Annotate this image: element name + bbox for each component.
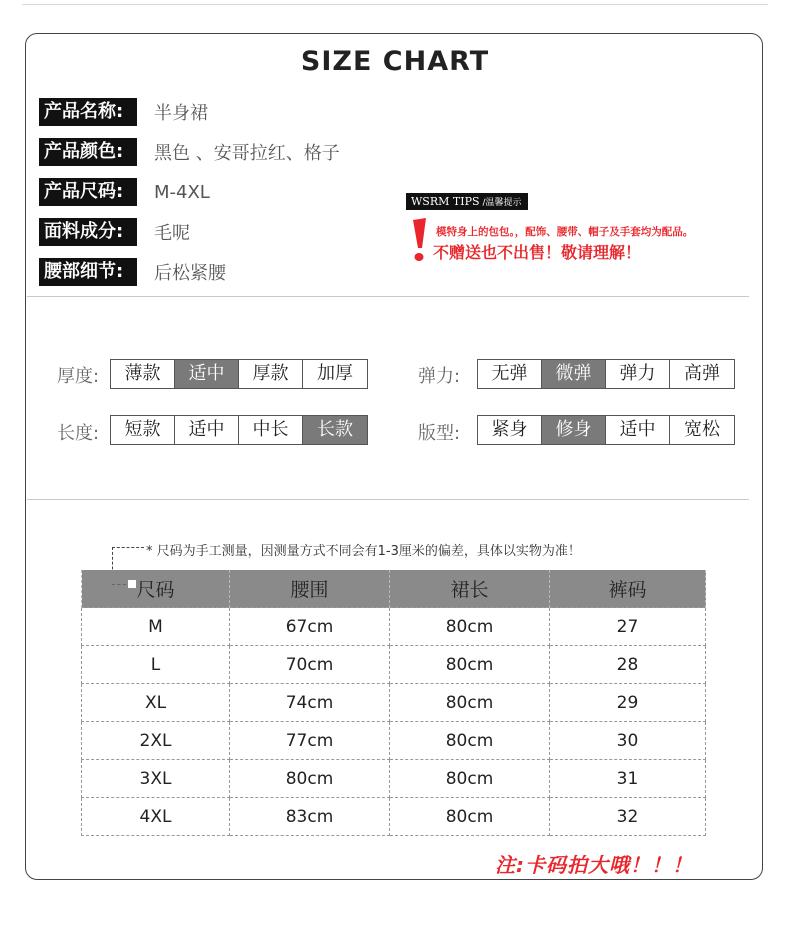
elasticity-options — [477, 359, 735, 389]
tips-tag-text: WSRM TIPS — [411, 195, 480, 208]
info-value: 后松紧腰 — [154, 263, 226, 284]
info-value: 半身裙 — [154, 103, 208, 124]
elasticity-option: 微弹 — [542, 360, 606, 388]
footer-note: 注:卡码拍大哦！！！ — [495, 853, 693, 877]
size-table — [81, 570, 706, 836]
header-skirt-length: 裙长 — [390, 570, 550, 608]
table-row — [82, 684, 706, 722]
fit-options — [477, 415, 735, 445]
page-title: SIZE CHART — [300, 46, 490, 77]
info-label: 腰部细节: — [39, 258, 137, 286]
cell-size: M — [82, 608, 230, 646]
header-waist: 腰围 — [230, 570, 390, 608]
table-row — [82, 646, 706, 684]
cell-pant: 32 — [550, 798, 706, 836]
length-option: 长款 — [303, 416, 367, 444]
table-row — [82, 608, 706, 646]
section-divider — [27, 296, 749, 297]
cell-size: 3XL — [82, 760, 230, 798]
info-label: 产品名称: — [39, 98, 137, 126]
length-option: 中长 — [239, 416, 303, 444]
cell-pant: 27 — [550, 608, 706, 646]
cell-pant: 31 — [550, 760, 706, 798]
cell-length: 80cm — [390, 684, 550, 722]
info-row-name — [39, 98, 208, 126]
length-options — [110, 415, 368, 445]
fit-option: 修身 — [542, 416, 606, 444]
tips-line-1: 模特身上的包包。，配饰、腰带、帽子及手套均为配品。 — [436, 226, 694, 238]
fit-option: 适中 — [606, 416, 670, 444]
cell-length: 80cm — [390, 722, 550, 760]
info-row-material — [39, 218, 190, 246]
cell-waist: 83cm — [230, 798, 390, 836]
cell-size: XL — [82, 684, 230, 722]
info-row-waist — [39, 258, 226, 286]
table-row — [82, 798, 706, 836]
section-divider — [27, 499, 749, 500]
cell-length: 80cm — [390, 760, 550, 798]
length-option: 短款 — [111, 416, 175, 444]
info-label: 产品颜色: — [39, 138, 137, 166]
info-row-size — [39, 178, 210, 206]
length-label: 长度: — [57, 423, 100, 444]
length-option: 适中 — [175, 416, 239, 444]
table-header-row — [82, 570, 706, 608]
info-value: 毛呢 — [154, 223, 190, 244]
cell-size: 2XL — [82, 722, 230, 760]
thickness-options — [110, 359, 368, 389]
tips-tag — [406, 193, 528, 210]
info-value: M-4XL — [154, 181, 210, 203]
cell-pant: 30 — [550, 722, 706, 760]
info-label: 产品尺码: — [39, 178, 137, 206]
elasticity-label: 弹力: — [418, 366, 461, 387]
leader-dot — [128, 580, 136, 588]
note-leader-line — [112, 547, 144, 548]
thickness-option: 加厚 — [317, 363, 353, 384]
cell-waist: 77cm — [230, 722, 390, 760]
info-value: 黑色 、安哥拉红、格子 — [154, 143, 340, 164]
thickness-label: 厚度: — [57, 366, 100, 387]
fit-option: 紧身 — [478, 416, 542, 444]
thickness-option: 薄款 — [111, 360, 175, 388]
cell-waist: 80cm — [230, 760, 390, 798]
info-row-color — [39, 138, 340, 166]
cell-pant: 28 — [550, 646, 706, 684]
elasticity-option: 高弹 — [684, 363, 720, 384]
cell-length: 80cm — [390, 608, 550, 646]
header-pant-size: 裤码 — [550, 570, 706, 608]
cell-waist: 70cm — [230, 646, 390, 684]
tips-line-2: 不赠送也不出售！敬请理解！ — [433, 243, 642, 262]
info-label: 面料成分: — [39, 218, 137, 246]
cell-waist: 67cm — [230, 608, 390, 646]
table-row — [82, 722, 706, 760]
note-leader-line — [112, 584, 126, 585]
table-row — [82, 760, 706, 798]
elasticity-option: 无弹 — [478, 360, 542, 388]
cell-waist: 74cm — [230, 684, 390, 722]
thickness-option: 适中 — [175, 360, 239, 388]
top-divider — [22, 4, 768, 5]
thickness-option: 厚款 — [239, 360, 303, 388]
size-note: * 尺码为手工测量，因测量方式不同会有1-3厘米的偏差，具体以实物为准！ — [146, 544, 581, 559]
fit-option: 宽松 — [684, 419, 720, 440]
tips-tag-sub: /温馨提示 — [482, 198, 522, 208]
elasticity-option: 弹力 — [606, 360, 670, 388]
cell-size: 4XL — [82, 798, 230, 836]
header-size: 尺码 — [82, 570, 230, 608]
cell-length: 80cm — [390, 646, 550, 684]
cell-size: L — [82, 646, 230, 684]
exclamation-icon — [410, 218, 432, 264]
cell-pant: 29 — [550, 684, 706, 722]
fit-label: 版型: — [418, 423, 461, 444]
cell-length: 80cm — [390, 798, 550, 836]
